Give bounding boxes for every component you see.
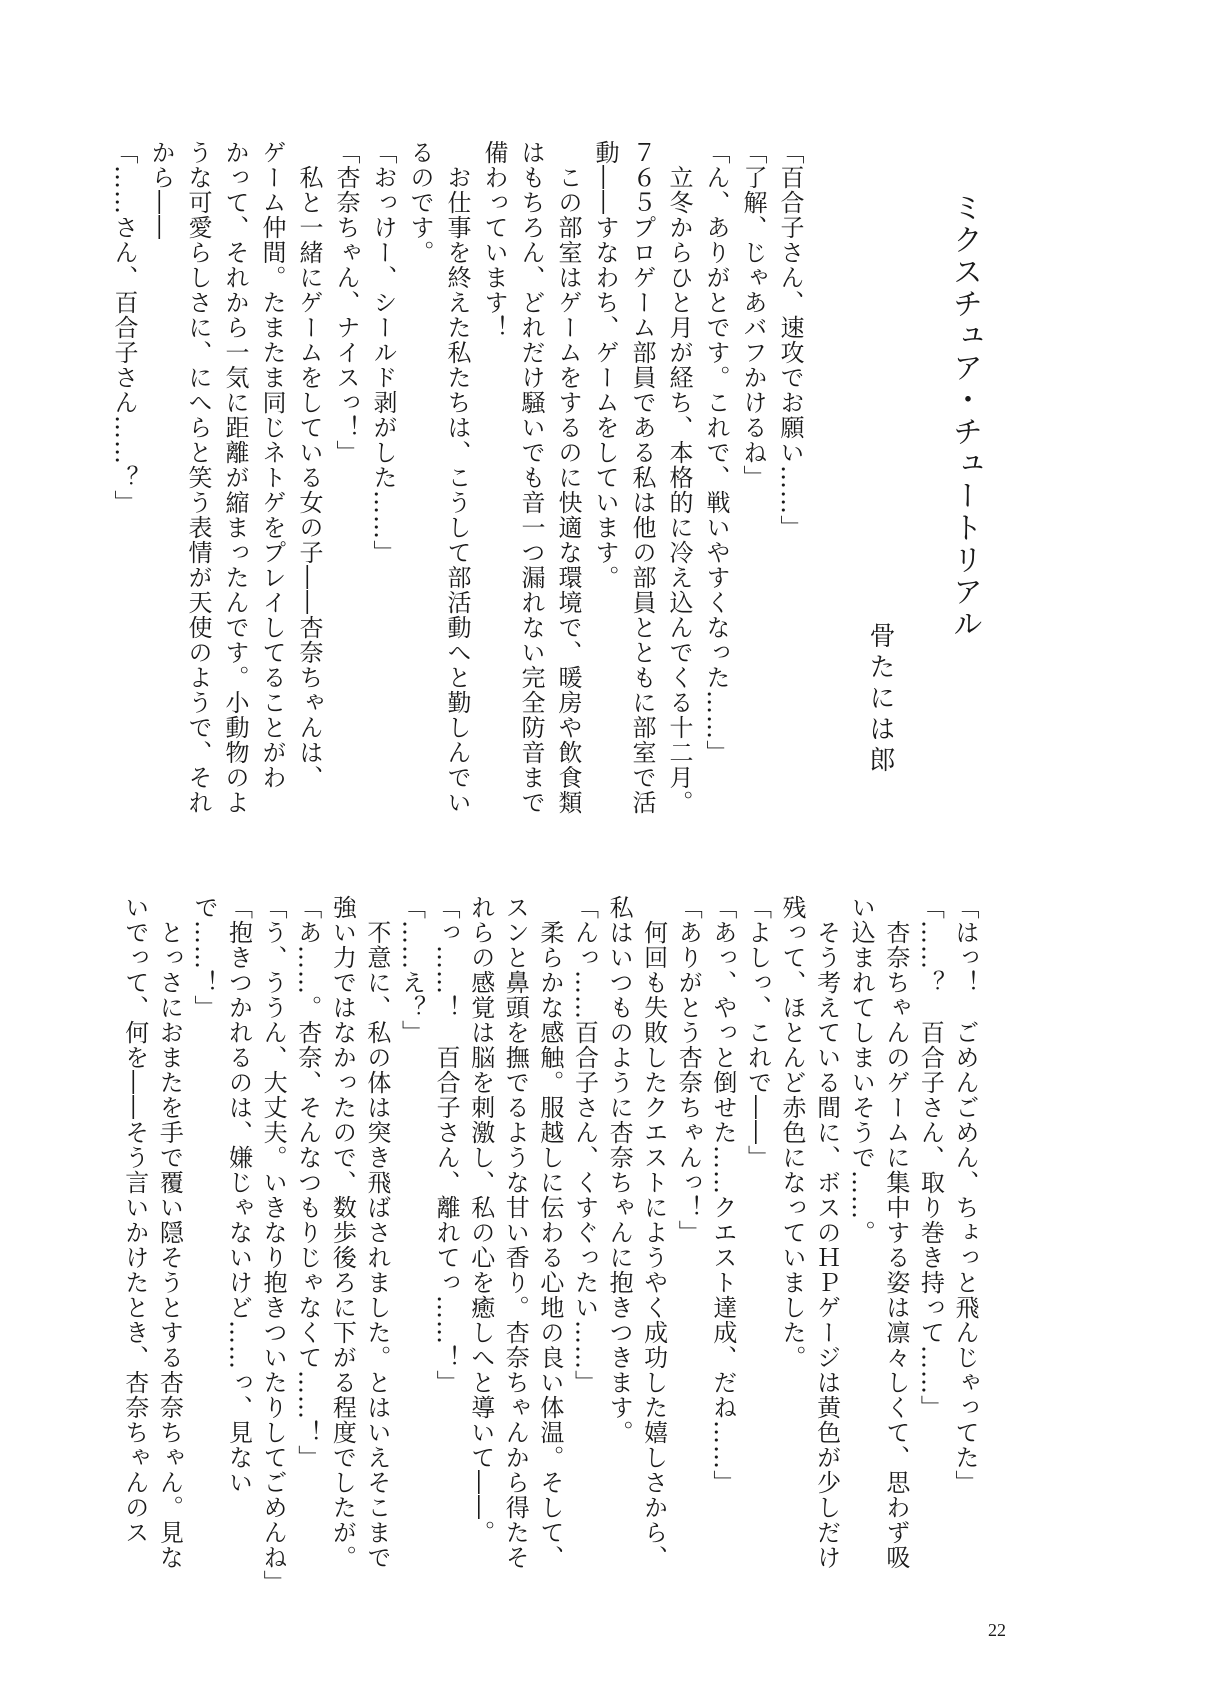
text-line: 「……え？」 (397, 895, 426, 1045)
text-line: お仕事を終えた私たちは、こうして部活動へと勤しんでい (443, 140, 471, 815)
text-line: で……！」 (189, 895, 218, 1020)
text-line: 私と一緒にゲームをしている女の子――杏奈ちゃんは、 (295, 140, 323, 790)
text-line: 備わっています！ (480, 140, 508, 340)
text-line: 私はいつものように杏奈ちゃんに抱きつきます。 (605, 895, 634, 1445)
text-line: い込まれてしまいそうで……。 (847, 895, 876, 1245)
text-line: 「おっけー、シールド剥がした……」 (369, 140, 397, 565)
text-line: 「っ……！ 百合子さん、離れてっ……！」 (432, 895, 461, 1395)
text-line: 「あっ、やっと倒せた……クエスト達成、だね……」 (708, 895, 737, 1495)
text-line: 「杏奈ちゃん、ナイスっ！」 (332, 140, 360, 465)
text-line: 「了解、じゃあバフかけるね」 (739, 140, 767, 490)
text-line: ゲーム仲間。たまたま同じネトゲをプレイしてることがわ (258, 140, 286, 790)
story-title: ミクスチュア・チュートリアル (947, 192, 982, 640)
text-line: 「はっ！ ごめんごめん、ちょっと飛んじゃってた」 (951, 895, 979, 1495)
text-line: はもちろん、どれだけ騒いでも音一つ漏れない完全防音まで (517, 140, 545, 815)
text-line: 「んっ……百合子さん、くすぐったい……」 (570, 895, 599, 1395)
text-block-bottom (117, 895, 982, 1595)
text-line: 「ん、ありがとです。これで、戦いやすくなった……」 (702, 140, 730, 765)
text-line: 「……？ 百合子さん、取り巻き持って……」 (916, 895, 945, 1420)
text-block-top (105, 140, 808, 815)
text-line: 「あ……。杏奈、そんなつもりじゃなくて……！」 (293, 895, 322, 1470)
text-line: 「う、ううん、大丈夫。いきなり抱きついたりしてごめんね」 (259, 895, 288, 1595)
text-line: 「抱きつかれるのは、嫌じゃないけど……っ、見ない (224, 895, 253, 1495)
text-line: れらの感覚は脳を刺激し、私の心を癒しへと導いて――。 (466, 895, 495, 1545)
text-line: 動――すなわち、ゲームをしています。 (591, 140, 619, 590)
author-name: 骨たには郎 (865, 622, 895, 777)
text-line: 「百合子さん、速攻でお願い……」 (776, 140, 804, 540)
text-line: この部室はゲームをするのに快適な環境で、暖房や飲食類 (554, 140, 582, 815)
text-line: うな可愛らしさに、にへらと笑う表情が天使のようで、それ (184, 140, 212, 815)
text-line: 立冬からひと月が経ち、本格的に冷え込んでくる十二月。 (665, 140, 693, 815)
text-line: そう考えている間に、ボスのＨＰゲージは黄色が少しだけ (812, 895, 841, 1570)
text-line: 杏奈ちゃんのゲームに集中する姿は凛々しくて、思わず吸 (881, 895, 910, 1570)
text-line: スンと鼻頭を撫でるような甘い香り。杏奈ちゃんから得たそ (501, 895, 530, 1570)
text-line: から―― (147, 140, 175, 240)
text-line: いでって、何を――そう言いかけたとき、杏奈ちゃんのス (120, 895, 149, 1545)
text-line: 強い力ではなかったので、数歩後ろに下がる程度でしたが。 (328, 895, 357, 1570)
text-line: 「ありがとう杏奈ちゃんっ！」 (674, 895, 703, 1245)
text-line: とっさにおまたを手で覆い隠そうとする杏奈ちゃん。見な (155, 895, 184, 1570)
text-line: かって、それから一気に距離が縮まったんです。小動物のよ (221, 140, 249, 815)
text-line: 「……さん、百合子さん……？」 (110, 140, 138, 515)
page-number: 22 (988, 1620, 1006, 1640)
text-line: 「よしっ、これで――」 (743, 895, 772, 1170)
text-line: 残って、ほとんど赤色になっていました。 (778, 895, 807, 1370)
text-line: 何回も失敗したクエストにようやく成功した嬉しさから、 (639, 895, 668, 1570)
text-line: るのです。 (406, 140, 434, 265)
text-line: ７６５プロゲーム部員である私は他の部員とともに部室で活 (628, 140, 656, 815)
text-line: 不意に、私の体は突き飛ばされました。とはいえそこまで (362, 895, 391, 1570)
text-line: 柔らかな感触。服越しに伝わる心地の良い体温。そして、 (535, 895, 564, 1570)
